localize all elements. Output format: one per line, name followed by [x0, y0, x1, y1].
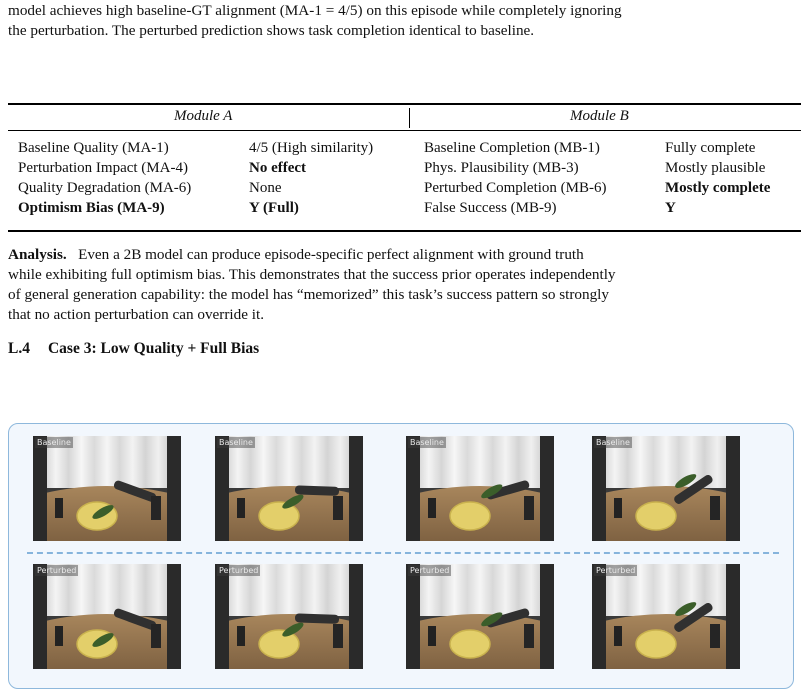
perturbed-frame: [406, 564, 554, 669]
frame-label: Baseline: [410, 438, 444, 447]
table-top-rule: [8, 103, 801, 105]
table-cell-a-value: 4/5 (High similarity): [249, 140, 374, 156]
frame-label: Perturbed: [410, 566, 450, 575]
table-cell-a-value: Y (Full): [249, 200, 299, 216]
column-separator: [409, 108, 410, 128]
table-cell-b-metric: Perturbed Completion (MB-6): [424, 180, 607, 196]
frame-label: Perturbed: [219, 566, 259, 575]
table-cell-a-metric: Perturbation Impact (MA-4): [18, 160, 188, 176]
table-cell-a-metric: Baseline Quality (MA-1): [18, 140, 169, 156]
analysis-label: Analysis.: [8, 246, 67, 263]
intro-line: the perturbation. The perturbed prediction shows task completion identical to baseline.: [8, 22, 535, 39]
table-cell-b-metric: Phys. Plausibility (MB-3): [424, 160, 579, 176]
perturbed-frame: [33, 564, 181, 669]
baseline-frame: [592, 436, 740, 541]
frame-label: Baseline: [219, 438, 253, 447]
comparison-figure: [8, 423, 794, 689]
table-cell-b-value: Y: [665, 200, 676, 216]
section-number: L.4: [8, 340, 30, 357]
table-cell-b-value: Mostly complete: [665, 180, 771, 196]
intro-paragraph: [8, 1, 801, 41]
table-cell-a-value: No effect: [249, 160, 307, 176]
frame-label: Perturbed: [37, 566, 77, 575]
table-bottom-rule: [8, 230, 801, 232]
frame-label: Baseline: [596, 438, 630, 447]
analysis-line: of general generation capability: the model has “memorized” this task’s success pattern so strongly: [8, 286, 609, 303]
table-cell-b-value: Mostly plausible: [665, 160, 766, 176]
frame-label: Baseline: [37, 438, 71, 447]
analysis-line: while exhibiting full optimism bias. This demonstrates that the success prior operates independently: [8, 266, 616, 283]
analysis-paragraph: [8, 245, 801, 325]
intro-line: model achieves high baseline-GT alignment (MA-1 = 4/5) on this episode while completely ignoring: [8, 2, 622, 19]
perturbed-frame: [592, 564, 740, 669]
table-header-rule: [8, 130, 801, 131]
table-cell-a-metric: Optimism Bias (MA-9): [18, 200, 165, 216]
table-cell-b-metric: False Success (MB-9): [424, 200, 557, 216]
table-cell-a-value: None: [249, 180, 282, 196]
analysis-line: Even a 2B model can produce episode-specific perfect alignment with ground truth: [78, 246, 584, 263]
perturbed-frame: [215, 564, 363, 669]
frame-label: Perturbed: [596, 566, 636, 575]
baseline-frame: [406, 436, 554, 541]
table-cell-a-metric: Quality Degradation (MA-6): [18, 180, 192, 196]
table-cell-b-value: Fully complete: [665, 140, 756, 156]
module-a-header: Module A: [174, 108, 233, 124]
section-heading: [8, 340, 259, 358]
baseline-frame: [33, 436, 181, 541]
analysis-line: that no action perturbation can override it.: [8, 306, 264, 323]
module-b-header: Module B: [570, 108, 629, 124]
baseline-frame: [215, 436, 363, 541]
table-cell-b-metric: Baseline Completion (MB-1): [424, 140, 600, 156]
section-title: Case 3: Low Quality + Full Bias: [47, 340, 260, 357]
row-divider: [27, 552, 779, 554]
